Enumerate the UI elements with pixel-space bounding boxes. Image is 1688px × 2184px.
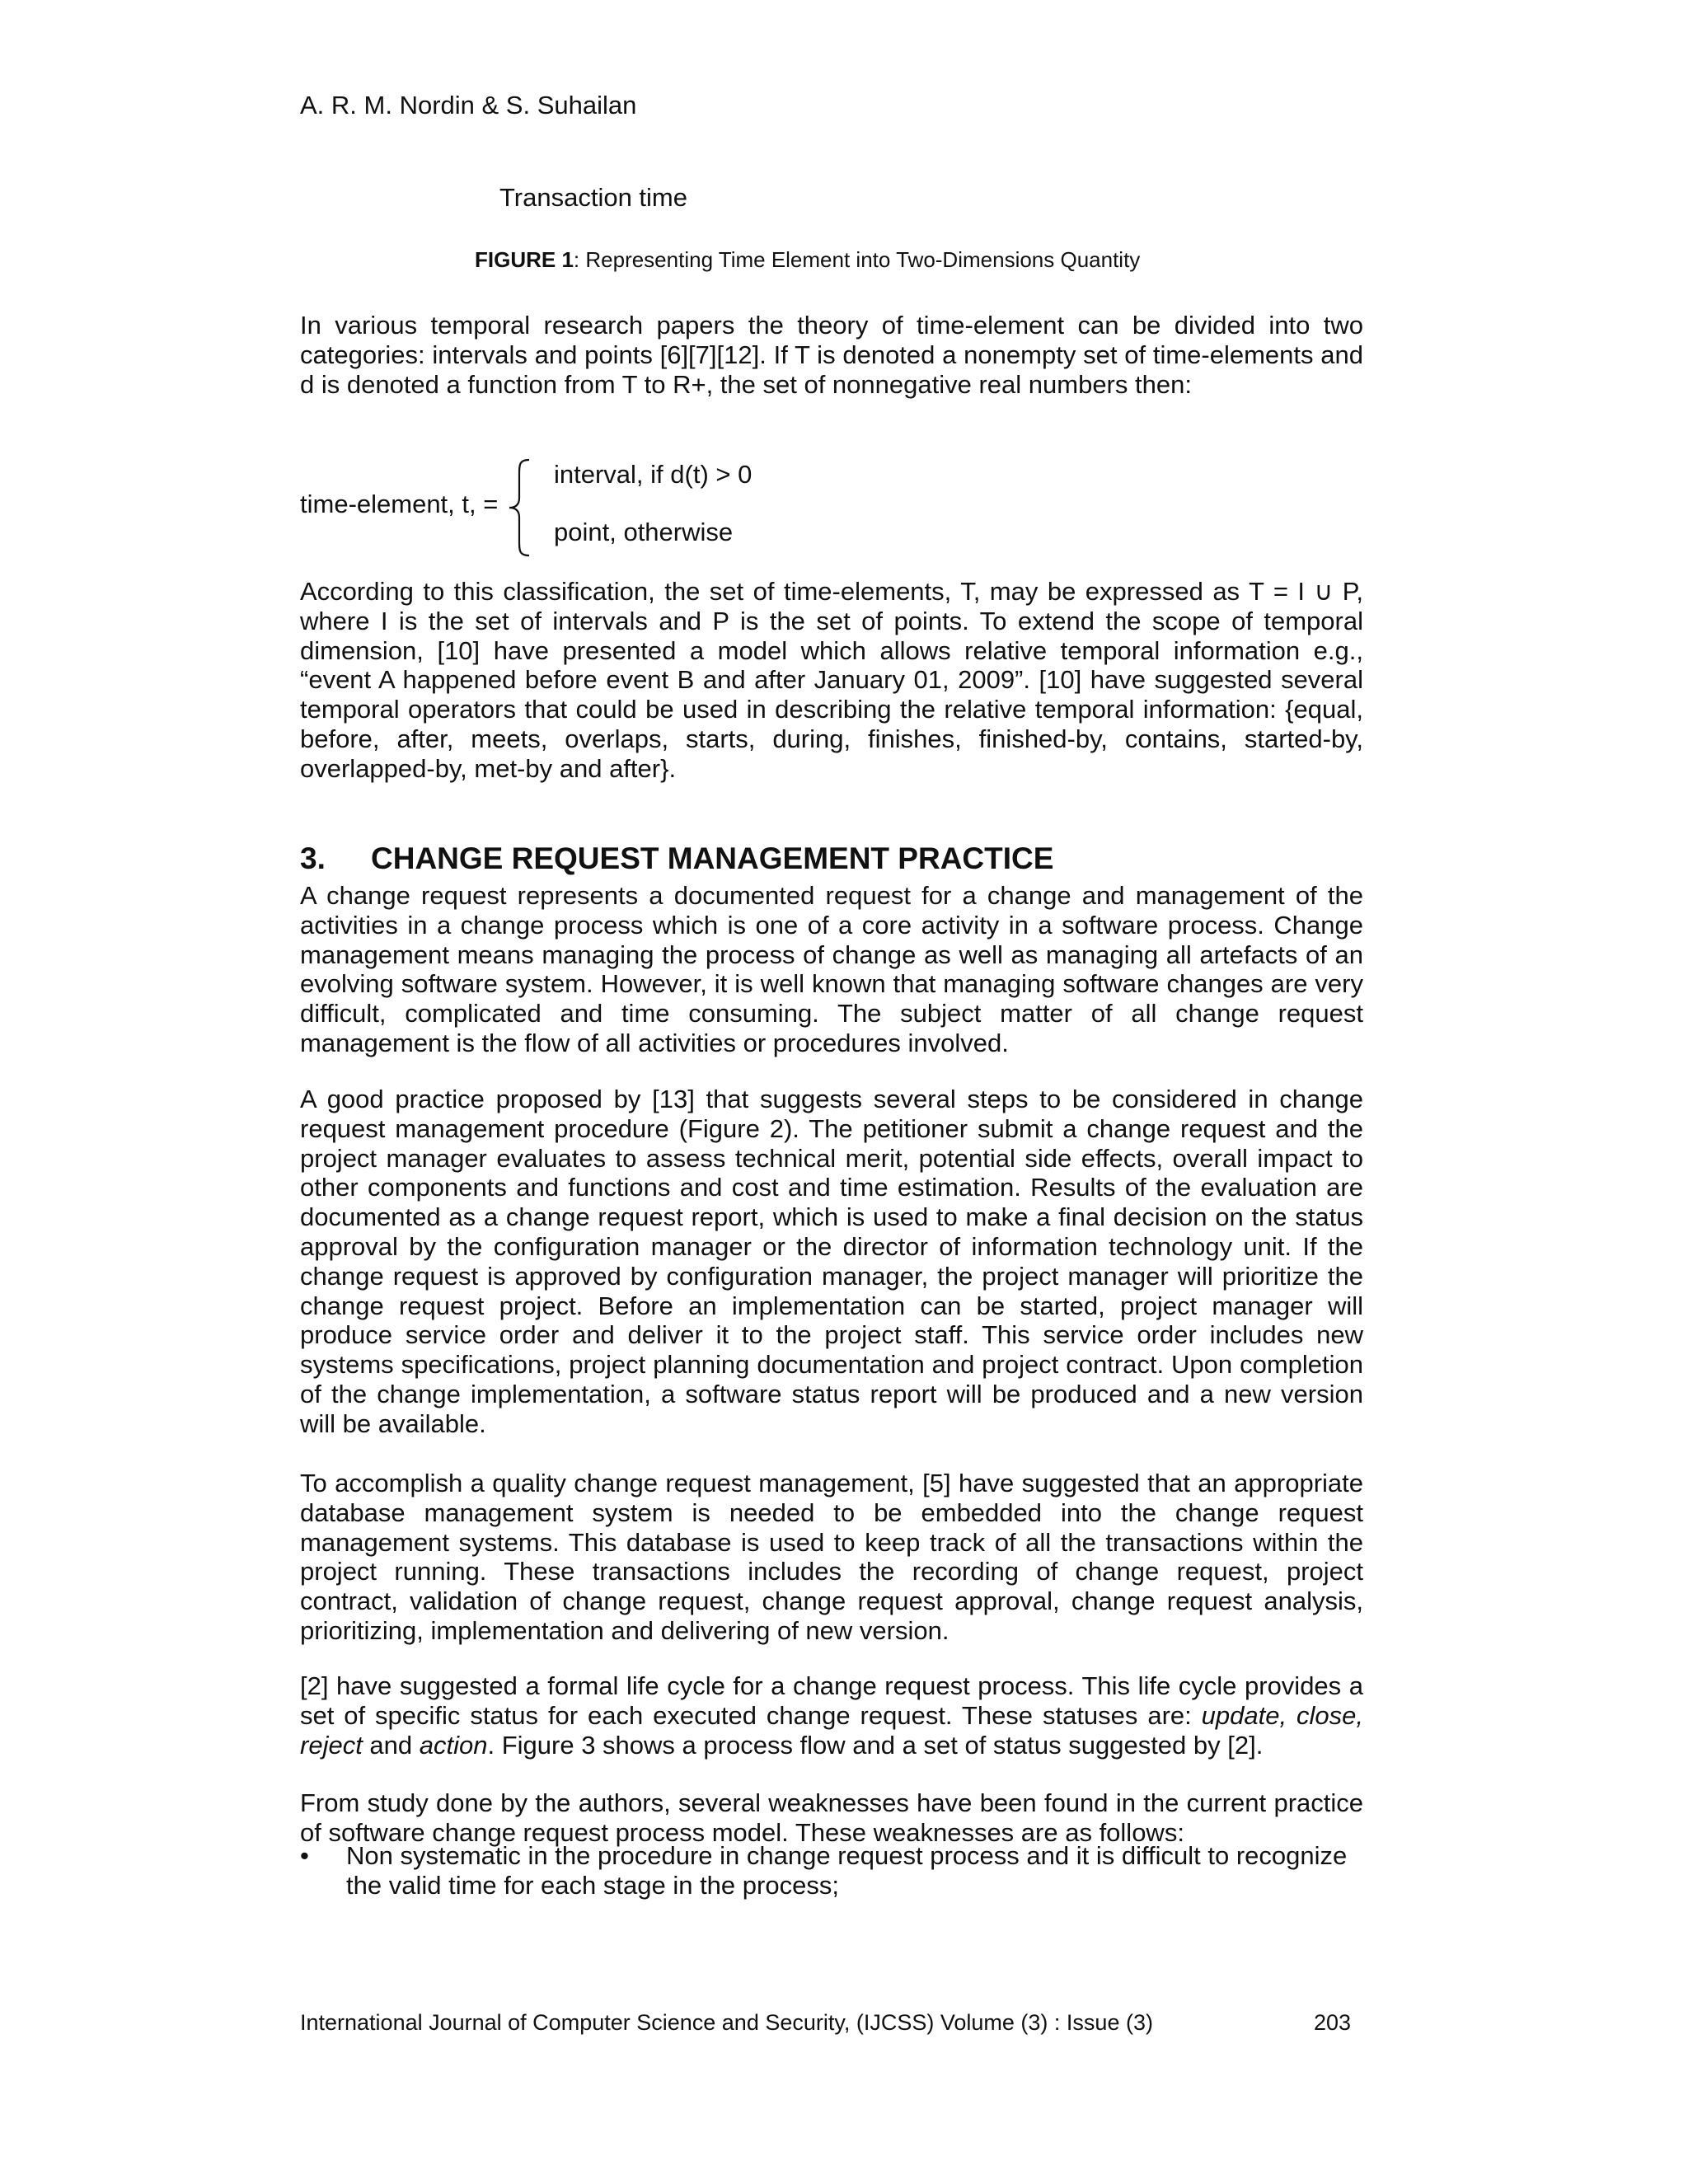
bullet-icon: • [300, 1841, 309, 1870]
paragraph-weaknesses-intro: From study done by the authors, several weaknesses have been found in the current practice of software change request process model. These weaknesses are as follows: [300, 1788, 1363, 1847]
footer-page-number: 203 [1314, 2010, 1352, 2035]
equation-case-point: point, otherwise [554, 518, 734, 546]
section-number: 3. [300, 841, 326, 875]
figure-caption-text: : Representing Time Element into Two-Dimensions Quantity [573, 247, 1141, 272]
paragraph-change-request-intro: A change request represents a documented request for a change and management of the activities in a change process which is one of a core activity in a software process. Change management means managing the process of change as well as managing all artefacts of an evolving software system. However, it is well known that managing software changes are very difficult, complicated and time consuming. The subject matter of all change request management is the flow of all activities or procedures involved. [300, 881, 1363, 1057]
equation-case-interval: interval, if d(t) > 0 [554, 460, 753, 489]
figure-axis-label: Transaction time [499, 183, 687, 212]
life-cycle-text-3: . Figure 3 shows a process flow and a set of status suggested by [2]. [487, 1730, 1264, 1760]
paragraph-life-cycle [300, 1671, 1363, 1760]
paragraph-time-element-theory: In various temporal research papers the theory of time-element can be divided into two categories: intervals and points [6][7][12]. If T is denoted a nonempty set of time-elements and d is denoted a function from T to R+, the set of nonnegative real numbers then: [300, 311, 1363, 399]
list-item [300, 1841, 1363, 1900]
list-item-text: Non systematic in the procedure in change request process and it is difficult to recognize the valid time for each stage in the process; [346, 1841, 1348, 1900]
life-cycle-statuses: update, close, reject [300, 1700, 1363, 1760]
left-brace-icon [504, 458, 537, 557]
equation-time-element [300, 458, 877, 557]
paragraph-classification: According to this classification, the set of time-elements, T, may be expressed as T = I ∪ P, where I is the set of intervals and P is the set of points. To extend the scope of temporal dimension, [10] have presented a model which allows relative temporal information e.g., “event A happened before event B and after January 01, 2009”. [10] have suggested several temporal operators that could be used in describing the relative temporal information: {equal, before, after, meets, overlaps, starts, during, finishes, finished-by, contains, started-by, overlapped-by, met-by and after}. [300, 577, 1363, 783]
section-title: CHANGE REQUEST MANAGEMENT PRACTICE [371, 841, 1054, 875]
running-header-authors: A. R. M. Nordin & S. Suhailan [300, 91, 637, 120]
section-heading [300, 841, 1053, 877]
equation-lhs: time-element, t, = [300, 490, 499, 518]
figure-caption [475, 246, 1140, 274]
life-cycle-status-action: action [419, 1730, 488, 1760]
footer-journal-citation: International Journal of Computer Science and Security, (IJCSS) Volume (3) : Issue (3) [300, 2010, 1153, 2035]
paragraph-quality-management: To accomplish a quality change request management, [5] have suggested that an appropriate database management system is needed to be embedded into the change request management systems. This database is used to keep track of all the transactions within the project running. These transactions includes the recording of change request, project contract, validation of change request, change request approval, change request analysis, prioritizing, implementation and delivering of new version. [300, 1469, 1363, 1645]
figure-caption-number: FIGURE 1 [475, 247, 574, 272]
life-cycle-text-1: [2] have suggested a formal life cycle for a change request process. This life cycle provides a set of specific status for each executed change request. These statuses are: [300, 1671, 1363, 1730]
life-cycle-text-2: and [362, 1730, 420, 1760]
paragraph-good-practice: A good practice proposed by [13] that suggests several steps to be considered in change request management procedure (Figure 2). The petitioner submit a change request and the project manager evaluates to assess technical merit, potential side effects, overall impact to other components and functions and cost and time estimation. Results of the evaluation are documented as a change request report, which is used to make a final decision on the status approval by the configuration manager or the director of information technology unit. If the change request is approved by configuration manager, the project manager will prioritize the change request project. Before an implementation can be started, project manager will produce service order and deliver it to the project staff. This service order includes new systems specifications, project planning documentation and project contract. Upon completion of the change implementation, a software status report will be produced and a new version will be available. [300, 1085, 1363, 1438]
